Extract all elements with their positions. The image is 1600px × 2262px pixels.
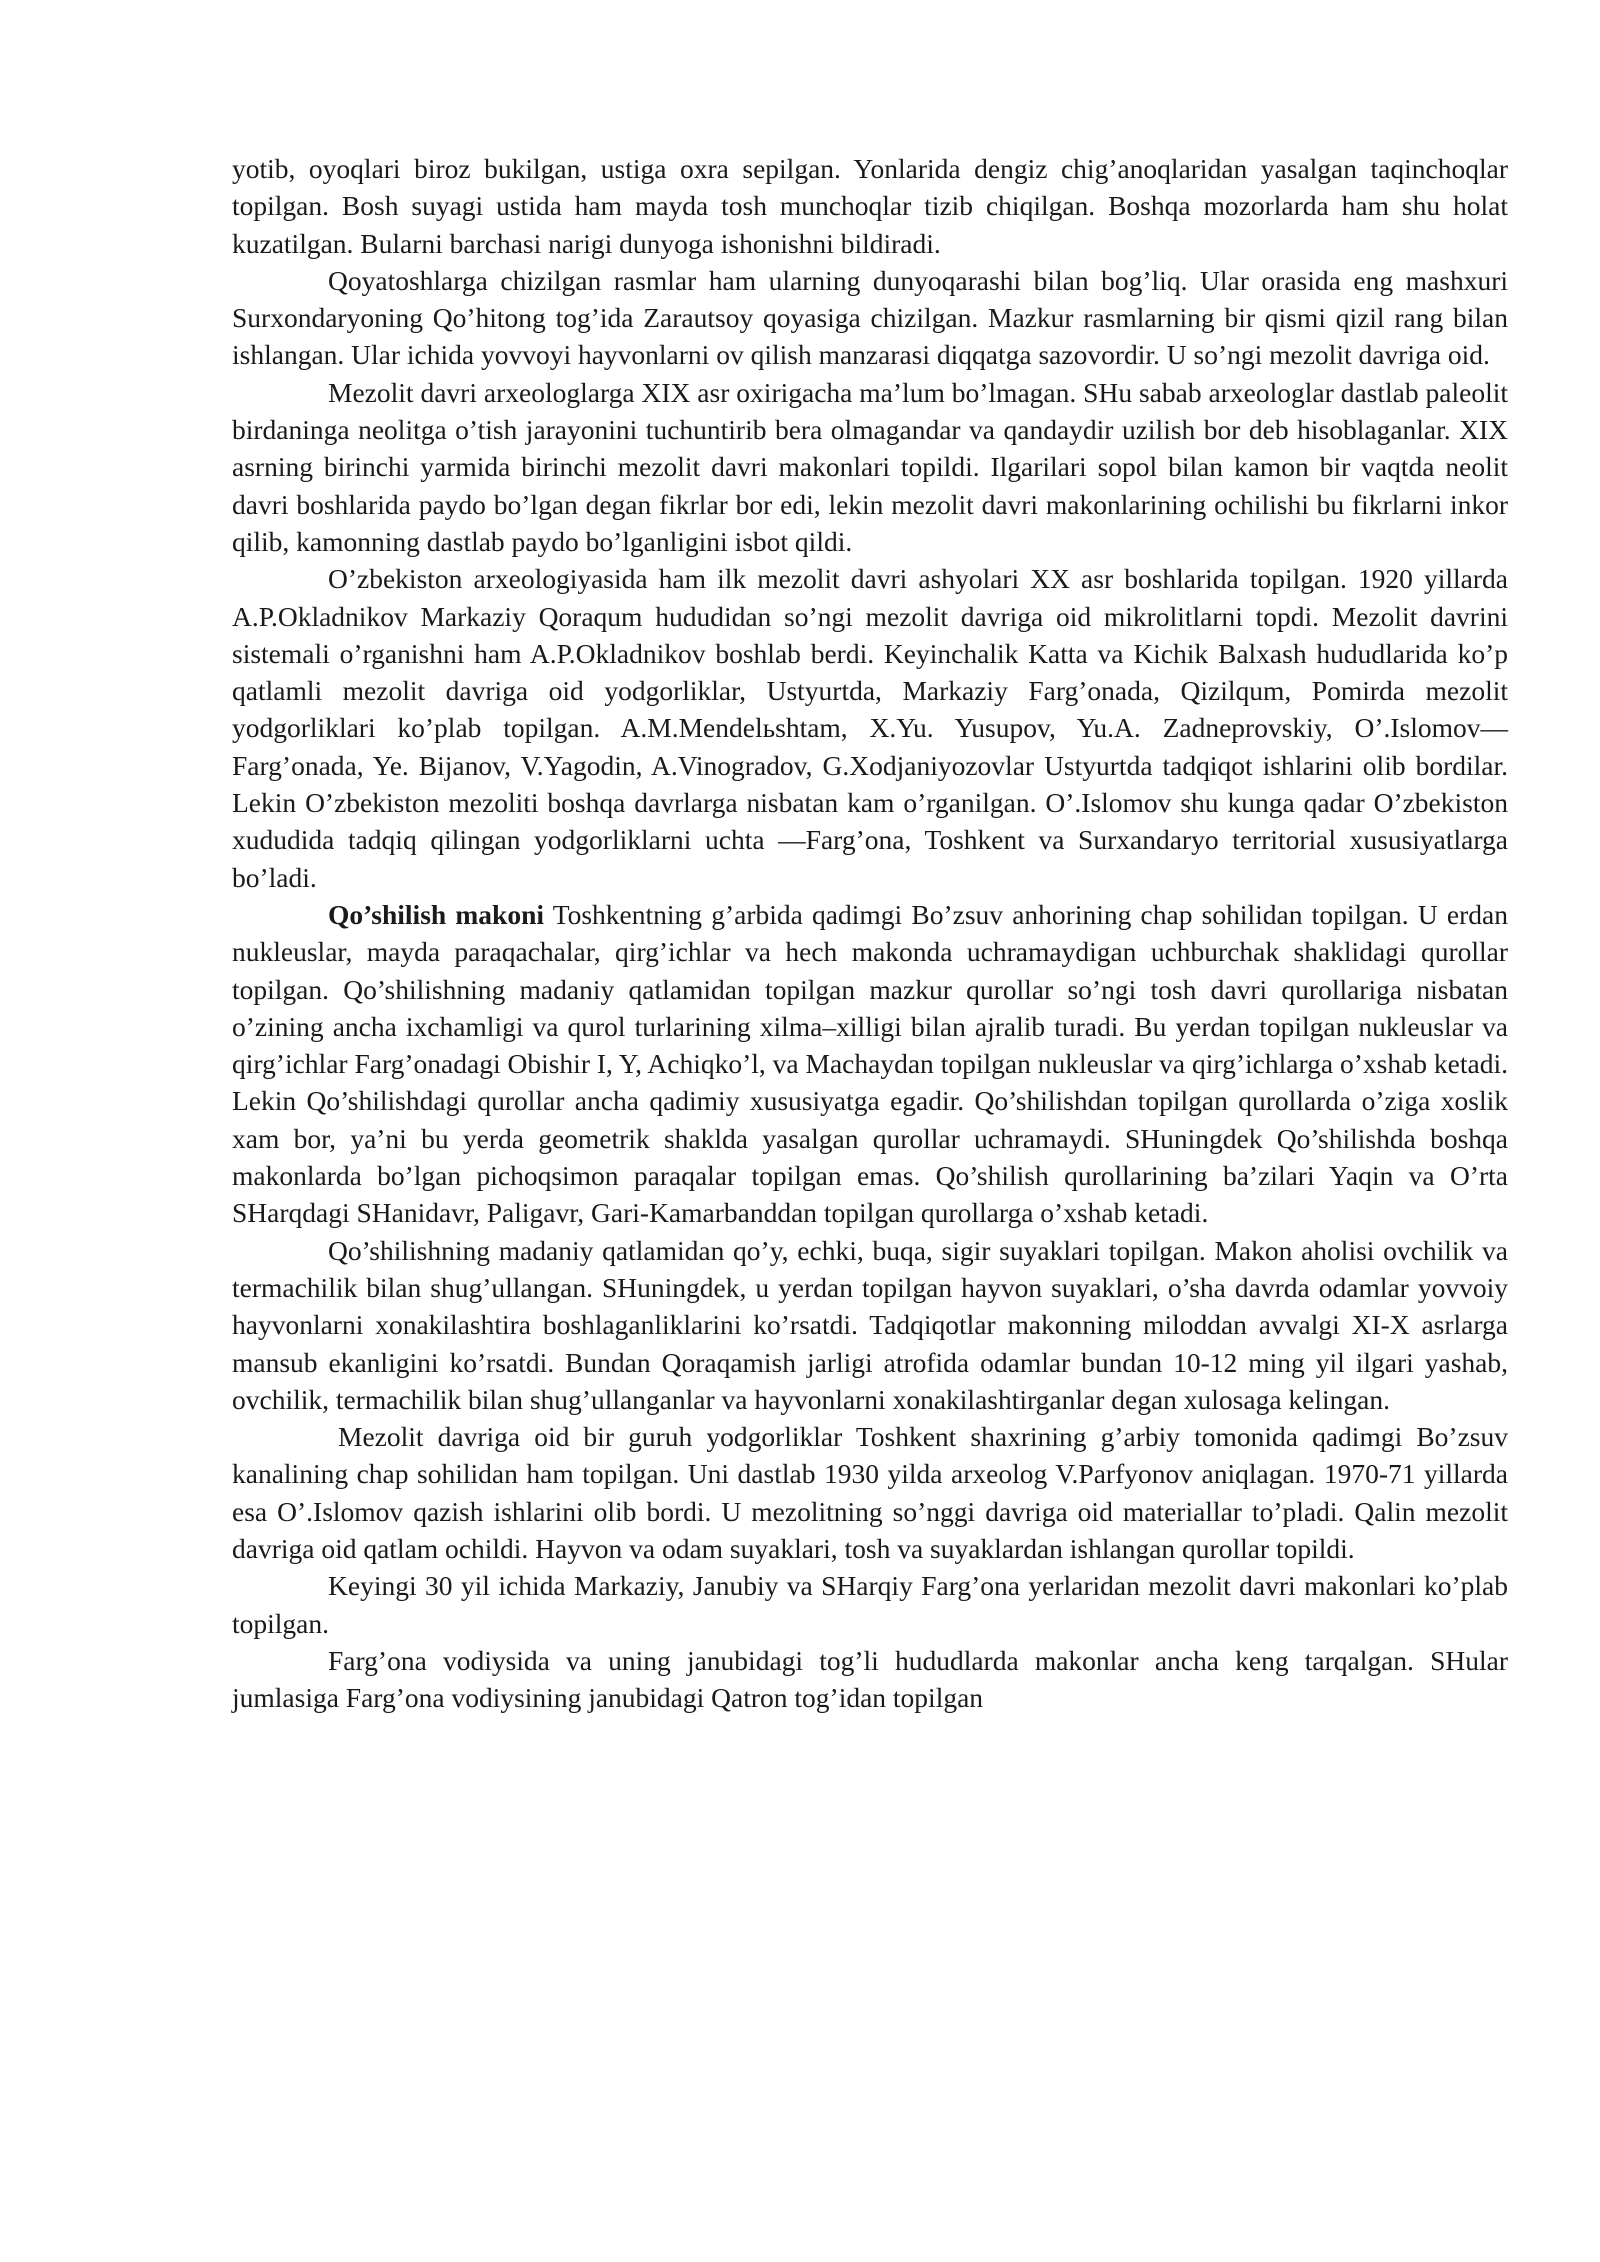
paragraph-2: Qoyatoshlarga chizilgan rasmlar ham ularning dunyoqarashi bilan bog’liq. Ular orasida eng mashxuri Surxondaryoning Qo’hitong tog’ida Zarautsoy qoyasiga chizilgan. Mazkur rasmlarning bir qismi qizil rang bilan ishlangan. Ular ichida yovvoyi hayvonlarni ov qilish manzarasi diqqatga sazovordir. U so’ngi mezolit davriga oid.: [232, 264, 1508, 371]
paragraph-9: Farg’ona vodiysida va uning janubidagi tog’li hududlarda makonlar ancha keng tarqalgan. SHular jumlasiga Farg’ona vodiysining janubidagi Qatron tog’idan topilgan: [232, 1644, 1508, 1714]
document-page: [232, 150, 1508, 1716]
section-heading-qoshilish: Qo’shilish makoni: [328, 898, 545, 930]
paragraph-4: O’zbekiston arxeologiyasida ham ilk mezolit davri ashyolari XX asr boshlarida topilgan. 1920 yillarda A.P.Okladnikov Markaziy Qoraqum hududidan so’ngi mezolit davriga oid mikrolitlarni topdi. Mezolit davrini sistemali o’rganishni ham A.P.Okladnikov boshlab berdi. Keyinchalik Katta va Kichik Balxash hududlarida ko’p qatlamli mezolit davriga oid yodgorliklar, Ustyurtda, Markaziy Farg’onada, Qizilqum, Pomirda mezolit yodgorliklari ko’plab topilgan. A.M.Mendelьshtam, X.Yu. Yusupov, Yu.A. Zadneprovskiy, O’.Islomov—Farg’onada, Ye. Bijanov, V.Yagodin, A.Vinogradov, G.Xodjaniyozovlar Ustyurtda tadqiqot ishlarini olib bordilar. Lekin O’zbekiston mezoliti boshqa davrlarga nisbatan kam o’rganilgan. O’.Islomov shu kunga qadar O’zbekiston xududida tadqiq qilingan yodgorliklarni uchta —Farg’ona, Toshkent va Surxandaryo territorial xususiyatlarga bo’ladi.: [232, 563, 1508, 893]
paragraph-8: Keyingi 30 yil ichida Markaziy, Janubiy va SHarqiy Farg’ona yerlaridan mezolit davri makonlari ko’plab topilgan.: [232, 1570, 1508, 1639]
paragraph-3: Mezolit davri arxeologlarga XIX asr oxirigacha ma’lum bo’lmagan. SHu sabab arxeologlar dastlab paleolit birdaninga neolitga o’tish jarayonini tuchuntirib bera olmagandar va qandaydir uzilish bor deb hisoblaganlar. XIX asrning birinchi yarmida birinchi mezolit davri makonlari topildi. Ilgarilari sopol bilan kamon bir vaqtda neolit davri boshlarida paydo bo’lgan degan fikrlar bor edi, lekin mezolit davri makonlarining ochilishi bu fikrlarni inkor qilib, kamonning dastlab paydo bo’lganligini isbot qildi.: [232, 376, 1508, 557]
paragraph-1: yotib, oyoqlari biroz bukilgan, ustiga oxra sepilgan. Yonlarida dengiz chig’anoqlaridan yasalgan taqinchoqlar topilgan. Bosh suyagi ustida ham mayda tosh munchoqlar tizib chiqilgan. Boshqa mozorlarda ham shu holat kuzatilgan. Bularni barchasi narigi dunyoga ishonishni bildiradi.: [232, 153, 1508, 259]
paragraph-6: Qo’shilishning madaniy qatlamidan qo’y, echki, buqa, sigir suyaklari topilgan. Makon aholisi ovchilik va termachilik bilan shug’ullangan. SHuningdek, u yerdan topilgan hayvon suyaklari, o’sha davrda odamlar yovvoiy hayvonlarni xonakilashtira boshlaganliklarini ko’rsatdi. Tadqiqotlar makonning miloddan avvalgi XI-X asrlarga mansub ekanligini ko’rsatdi. Bundan Qoraqamish jarligi atrofida odamlar bundan 10-12 ming yil ilgari yashab, ovchilik, termachilik bilan shug’ullanganlar va hayvonlarni xonakilashtirganlar degan xulosaga kelingan.: [232, 1234, 1508, 1415]
paragraph-5-body: Toshkentning g’arbida qadimgi Bo’zsuv anhorining chap sohilidan topilgan. U erdan nukleuslar, mayda paraqachalar, qirg’ichlar va hech makonda uchramaydigan uchburchak shaklidagi qurollar topilgan. Qo’shilishning madaniy qatlamidan topilgan mazkur qurollar so’ngi tosh davri qurollariga nisbatan o’zining ancha ixchamligi va qurol turlarining xilma–xilligi bilan ajralib turadi. Bu yerdan topilgan nukleuslar va qirg’ichlar Farg’onadagi Obishir I, Y, Achiqko’l, va Machaydan topilgan nukleuslar va qirg’ichlarga o’xshab ketadi. Lekin Qo’shilishdagi qurollar ancha qadimiy xususiyatga egadir. Qo’shilishdan topilgan qurollarda o’ziga xoslik xam bor, ya’ni bu yerda geometrik shaklda yasalgan qurollar uchramaydi. SHuningdek Qo’shilishda boshqa makonlarda bo’lgan pichoqsimon paraqalar topilgan emas. Qo’shilish qurollarining ba’zilari Yaqin va O’rta SHarqdagi SHanidavr, Paligavr, Gari-Kamarbanddan topilgan qurollarga o’xshab ketadi.: [232, 898, 1509, 1229]
paragraph-7: Mezolit davriga oid bir guruh yodgorliklar Toshkent shaxrining g’arbiy tomonida qadimgi Bo’zsuv kanalining chap sohilidan ham topilgan. Uni dastlab 1930 yilda arxeolog V.Parfyonov aniqlagan. 1970-71 yillarda esa O’.Islomov qazish ishlarini olib bordi. U mezolitning so’nggi davriga oid materiallar to’pladi. Qalin mezolit davriga oid qatlam ochildi. Hayvon va odam suyaklari, tosh va suyaklardan ishlangan qurollar topildi.: [232, 1421, 1508, 1564]
paragraph-5: [232, 896, 1508, 1232]
